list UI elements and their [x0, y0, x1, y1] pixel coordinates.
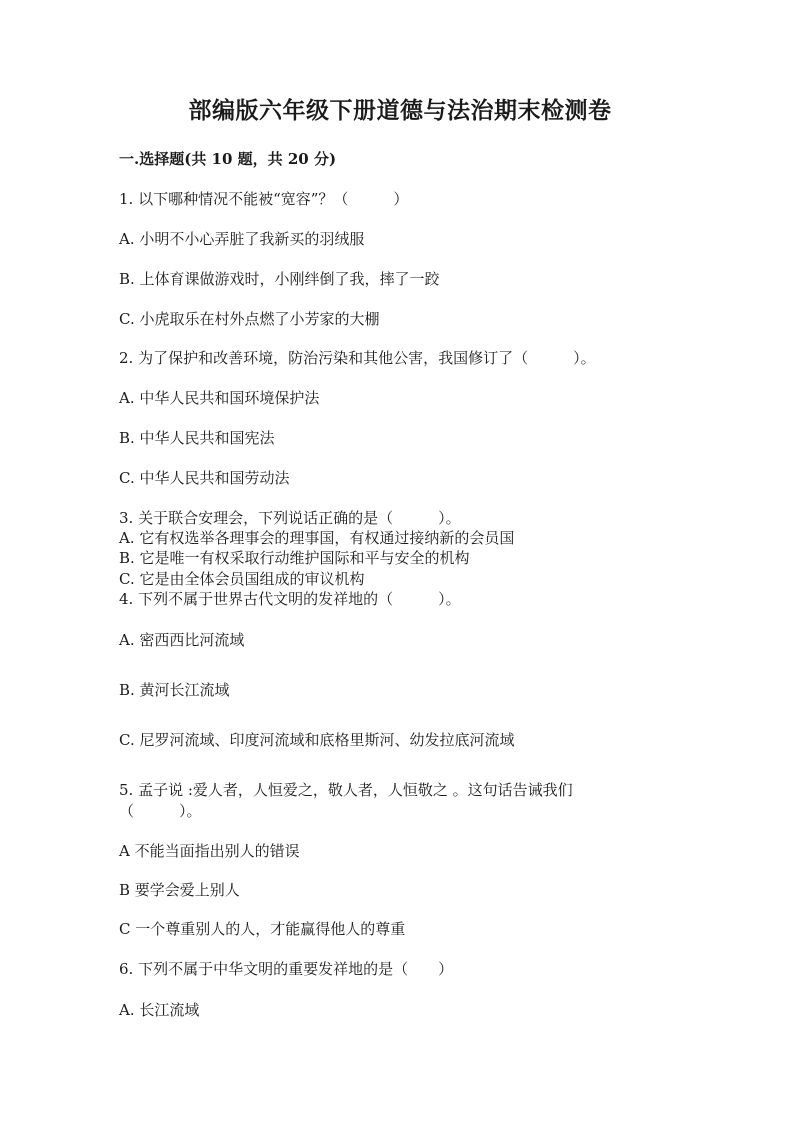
question-1-option-c: C. 小虎取乐在村外点燃了小芳家的大棚	[119, 310, 380, 328]
question-1-option-b: B. 上体育课做游戏时，小刚绊倒了我，摔了一跤	[119, 270, 440, 288]
question-3-option-a: A. 它有权选举各理事会的理事国，有权通过接纳新的会员国	[119, 529, 515, 547]
question-2-option-a: A. 中华人民共和国环境保护法	[119, 389, 320, 407]
question-6-option-a: A. 长江流域	[119, 1001, 200, 1019]
question-4-option-a: A. 密西西比河流域	[119, 631, 245, 649]
question-5-option-a: A 不能当面指出别人的错误	[119, 842, 300, 860]
question-4-option-b: B. 黄河长江流域	[119, 681, 230, 699]
question-6-stem: 6. 下列不属于中华文明的重要发祥地的是（ ）	[119, 960, 454, 978]
question-4-stem: 4. 下列不属于世界古代文明的发祥地的（ ）。	[119, 590, 461, 608]
question-2-option-c: C. 中华人民共和国劳动法	[119, 469, 290, 487]
question-1-stem: 1. 以下哪种情况不能被“宽容”？（ ）	[119, 190, 409, 208]
page-title: 部编版六年级下册道德与法治期末检测卷	[188, 97, 612, 124]
question-2-stem: 2. 为了保护和改善环境，防治污染和其他公害，我国修订了（ ）。	[119, 349, 596, 367]
question-5-option-b: B 要学会爱上别人	[119, 881, 240, 899]
question-1-option-a: A. 小明不小心弄脏了我新买的羽绒服	[119, 230, 365, 248]
section-heading: 一.选择题(共 10 题，共 20 分)	[119, 150, 337, 168]
question-3-option-c: C. 它是由全体会员国组成的审议机构	[119, 570, 365, 588]
question-3-stem: 3. 关于联合安理会，下列说话正确的是（ ）。	[119, 509, 461, 527]
question-4-option-c: C. 尼罗河流域、印度河流域和底格里斯河、幼发拉底河流域	[119, 731, 515, 749]
question-5-stem-continued: （ ）。	[119, 802, 202, 820]
question-5-option-c: C 一个尊重别人的人，才能赢得他人的尊重	[119, 920, 406, 938]
question-2-option-b: B. 中华人民共和国宪法	[119, 429, 275, 447]
question-5-stem: 5. 孟子说 :爱人者，人恒爱之，敬人者，人恒敬之 。这句话告诫我们	[119, 781, 573, 799]
question-3-option-b: B. 它是唯一有权采取行动维护国际和平与安全的机构	[119, 549, 470, 567]
